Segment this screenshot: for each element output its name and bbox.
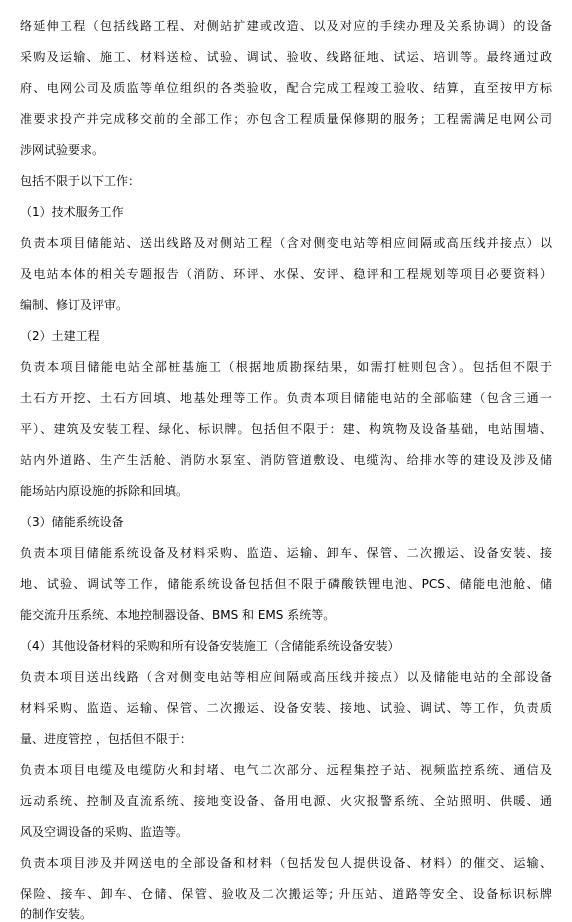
paragraph-line: 涉网试验要求。 [20, 143, 105, 157]
section-heading-3: （3）储能系统设备 [20, 515, 124, 529]
paragraph-line: 的制作安装。 [20, 907, 93, 921]
paragraph-line: 负责本项目储能系统设备及材料采购、监造、运输、卸车、保管、二次搬运、设备安装、接 [20, 546, 552, 560]
paragraph-line: 远动系统、控制及直流系统、接地变设备、备用电源、火灾报警系统、全站照明、供暖、通 [20, 794, 552, 808]
section-heading-1: （1）技术服务工作 [20, 205, 124, 219]
paragraph-line: 能交流升压系统、本地控制器设备、BMS 和 EMS 系统等。 [20, 608, 336, 622]
paragraph-line: 负责本项目电缆及电缆防火和封堵、电气二次部分、远程集控子站、视频监控系统、通信及 [20, 763, 552, 777]
paragraph-line: 地、试验、调试等工作，储能系统设备包括但不限于磷酸铁锂电池、PCS、储能电池舱、储 [20, 577, 552, 591]
paragraph-line: 准要求投产并完成移交前的全部工作；亦包含工程质量保修期的服务；工程需满足电网公司 [20, 112, 552, 126]
paragraph-line: 负责本项目送出线路（含对侧变电站等相应间隔或高压线并接点）以及储能电站的全部设备 [20, 670, 552, 684]
paragraph-line: 编制、修订及评审。 [20, 298, 129, 312]
paragraph-line: 站内外道路、生产生活舱、消防水泵室、消防管道敷设、电缆沟、给排水等的建设及涉及储 [20, 453, 552, 467]
paragraph-line: 负责本项目储能电站全部桩基施工（根据地质勘探结果，如需打桩则包含）。包括但不限于 [20, 360, 552, 374]
section-heading-2: （2）土建工程 [20, 329, 100, 343]
paragraph-line: 负责本项目储能站、送出线路及对侧站工程（含对侧变电站等相应间隔或高压线并接点）以 [20, 236, 552, 250]
section-intro: 包括不限于以下工作： [20, 174, 141, 188]
paragraph-line: 能场站内原设施的拆除和回填。 [20, 484, 189, 498]
paragraph-line: 平）、建筑及安装工程、绿化、标识牌。包括但不限于：建、构筑物及设备基础，电站围墙、 [20, 422, 552, 436]
paragraph-line: 风及空调设备的采购、监造等。 [20, 825, 189, 839]
paragraph-line: 保险、接车、卸车、仓储、保管、验收及二次搬运等; 升压站、道路等安全、设备标识标牌 [20, 887, 552, 901]
paragraph-line: 络延伸工程（包括线路工程、对侧站扩建或改造、以及对应的手续办理及关系协调）的设备 [20, 19, 552, 33]
paragraph-line: 量、进度管控 ，包括但不限于： [20, 732, 192, 746]
paragraph-line: 负责本项目涉及并网送电的全部设备和材料（包括发包人提供设备、材料）的催交、运输、 [20, 856, 552, 870]
paragraph-line: 材料采购、监造、运输、保管、二次搬运、设备安装、接地、试验、调试、等工作，负责质 [20, 701, 552, 715]
paragraph-line: 土石方开挖、土石方回填、地基处理等工作。负责本项目储能电站的全部临建（包含三通一 [20, 391, 552, 405]
paragraph-line: 采购及运输、施工、材料送检、试验、调试、验收、线路征地、试运、培训等。最终通过政 [20, 50, 552, 64]
paragraph-line: 府、电网公司及质监等单位组织的各类验收，配合完成工程竣工验收、结算，直至按甲方标 [20, 81, 552, 95]
paragraph-line: 及电站本体的相关专题报告（消防、环评、水保、安评、稳评和工程规划等项目必要资料） [20, 267, 552, 281]
section-heading-4: （4）其他设备材料的采购和所有设备安装施工（含储能系统设备安装） [20, 639, 400, 653]
